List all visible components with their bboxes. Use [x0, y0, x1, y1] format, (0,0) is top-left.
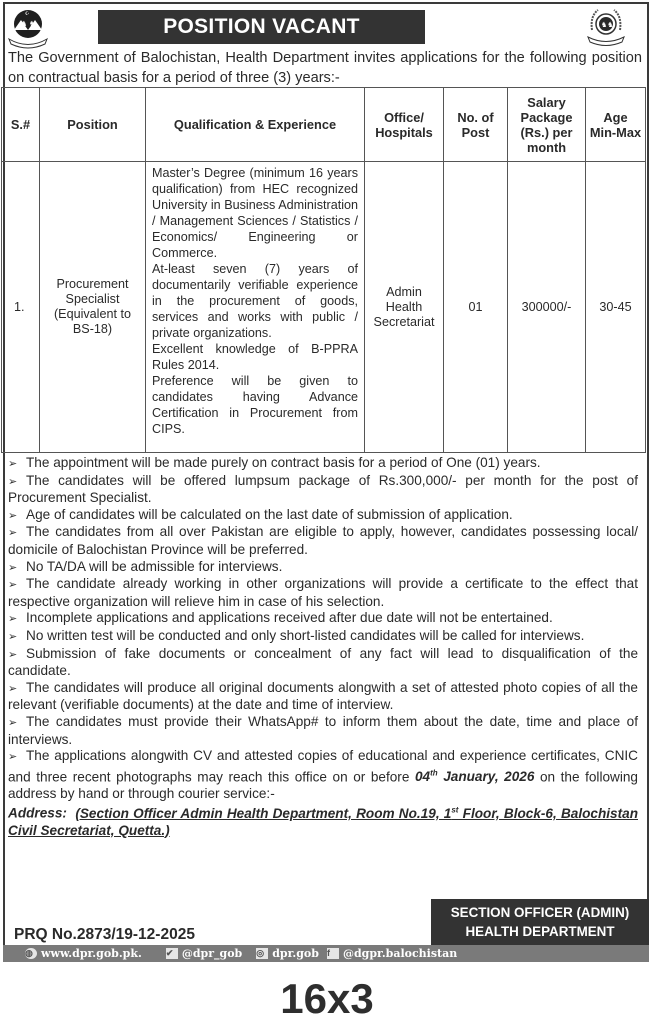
- terms-item: ➢ Incomplete applications and applications received after due date will not be entertained.: [8, 610, 638, 628]
- header-office: Office/ Hospitals: [365, 88, 444, 162]
- health-department-emblem-icon: [584, 4, 628, 48]
- website-link[interactable]: ◍ www.dpr.gob.pk.: [25, 947, 142, 960]
- instagram-icon: ◎: [256, 948, 268, 959]
- globe-icon: ◍: [25, 948, 37, 959]
- header-posts: No. of Post: [444, 88, 508, 162]
- positions-table: [1, 87, 646, 453]
- signatory-block: [431, 899, 649, 945]
- facebook-icon: f: [327, 948, 339, 959]
- cell-office: Admin Health Secretariat: [365, 162, 444, 453]
- prq-number: PRQ No.2873/19-12-2025: [14, 926, 195, 943]
- arrow-bullet-icon: ➢: [8, 751, 18, 764]
- cell-qualification: [146, 162, 365, 453]
- page-title: POSITION VACANT: [98, 10, 425, 44]
- cell-sno: 1.: [2, 162, 40, 453]
- terms-item: ➢ The candidates from all over Pakistan are eligible to apply, however, candidates possessing local/ domicile of Balochistan Province will be preferred.: [8, 524, 638, 557]
- arrow-bullet-icon: ➢: [8, 509, 18, 522]
- arrow-bullet-icon: ➢: [8, 527, 18, 540]
- header-position: Position: [40, 88, 146, 162]
- svg-text:☪: ☪: [25, 11, 30, 17]
- arrow-bullet-icon: ➢: [8, 613, 18, 626]
- facebook-link[interactable]: f @dgpr.balochistan: [326, 947, 458, 960]
- intro-text: The Government of Balochistan, Health Department invites applications for the following position on contractual basis for a period of three (3) years:-: [8, 50, 642, 86]
- cell-age: 30-45: [586, 162, 646, 453]
- qualification-item: At-least seven (7) years of documentarily verifiable experience in the procurement of goods, services and works with public / private organizations.: [152, 262, 358, 340]
- arrow-bullet-icon: ➢: [8, 630, 18, 643]
- deadline-day: 04: [414, 769, 431, 785]
- arrow-bullet-icon: ➢: [8, 458, 18, 470]
- deadline-date: January, 2026: [437, 769, 535, 785]
- signatory-line-1: SECTION OFFICER (ADMIN): [450, 905, 630, 920]
- arrow-bullet-icon: ➢: [8, 475, 18, 488]
- social-bar: [3, 945, 649, 962]
- twitter-icon: ✔: [166, 948, 178, 959]
- arrow-bullet-icon: ➢: [8, 716, 18, 729]
- terms-item: ➢ The candidates will be offered lumpsum package of Rs.300,000/- per month for the post of Procurement Specialist.: [8, 472, 638, 506]
- arrow-bullet-icon: ➢: [8, 561, 18, 574]
- twitter-link[interactable]: ✔ @dpr_gob: [165, 947, 243, 960]
- balochistan-emblem-icon: [6, 6, 50, 50]
- cell-salary: 300000/-: [508, 162, 586, 453]
- header-salary: Salary Package (Rs.) per month: [508, 88, 586, 162]
- terms-item: ➢ Submission of fake documents or concealment of any fact will lead to disqualification of the candidate.: [8, 645, 638, 679]
- qualification-item: Preference will be given to candidates having Advance Certification in Procurement from CIPS.: [152, 374, 358, 436]
- cell-posts: 01: [444, 162, 508, 453]
- cell-position: Procurement Specialist (Equivalent to BS-18): [40, 162, 146, 453]
- terms-item: ➢ Age of candidates will be calculated on the last date of submission of application.: [8, 507, 638, 525]
- header-qualification: Qualification & Experience: [146, 88, 365, 162]
- terms-item: ➢ No written test will be conducted and only short-listed candidates will be called for interviews.: [8, 628, 638, 646]
- ad-size-label: 16x3: [280, 975, 374, 1022]
- terms-item: ➢ The candidates will produce all original documents alongwith a set of attested photo copies of all the relevant (verifiable documents) at the date and time of interview.: [8, 679, 638, 713]
- terms-item-deadline: ➢ The applications alongwith CV and attested copies of educational and experience certificates, CNIC and three recent photographs may reach this office on or before 04th January, 2026 on the following address by hand or through courier service:-: [8, 748, 638, 801]
- svg-text:♞: ♞: [29, 20, 36, 28]
- address-label: Address:: [8, 805, 67, 821]
- terms-item: ➢ The candidates must provide their WhatsApp# to inform them about the date, time and place of interviews.: [8, 713, 638, 747]
- arrow-bullet-icon: ➢: [8, 579, 18, 592]
- address: Address: (Section Officer Admin Health Department, Room No.19, 1st Floor, Block-6, Balochistan Civil Secretariat, Quetta.): [8, 805, 638, 838]
- arrow-bullet-icon: ➢: [8, 648, 18, 661]
- arrow-bullet-icon: ➢: [8, 682, 18, 695]
- signatory-line-2: HEALTH DEPARTMENT: [465, 924, 615, 939]
- qualification-item: Excellent knowledge of B-PPRA Rules 2014.: [152, 342, 358, 372]
- terms-item: ➢ No TA/DA will be admissible for interviews.: [8, 559, 638, 577]
- svg-text:♞♞: ♞♞: [601, 21, 614, 29]
- table-row: [2, 162, 646, 453]
- table-header-row: [2, 88, 646, 162]
- header-age: Age Min-Max: [586, 88, 646, 162]
- terms-item: ➢ The candidate already working in other organizations will provide a certificate to the effect that respective organization will relieve him in case of his selection.: [8, 576, 638, 609]
- qualification-item: Master’s Degree (minimum 16 years qualification) from HEC recognized University in Business Administration / Management Sciences / Statistics / Economics/ Engineering or Commerce.: [152, 166, 358, 260]
- terms-item: ➢ The appointment will be made purely on contract basis for a period of One (01) years.: [8, 455, 638, 473]
- svg-text:♞: ♞: [21, 20, 28, 28]
- terms-list: [8, 455, 638, 839]
- instagram-link[interactable]: ◎ dpr.gob: [256, 947, 319, 960]
- header-sno: S.#: [2, 88, 40, 162]
